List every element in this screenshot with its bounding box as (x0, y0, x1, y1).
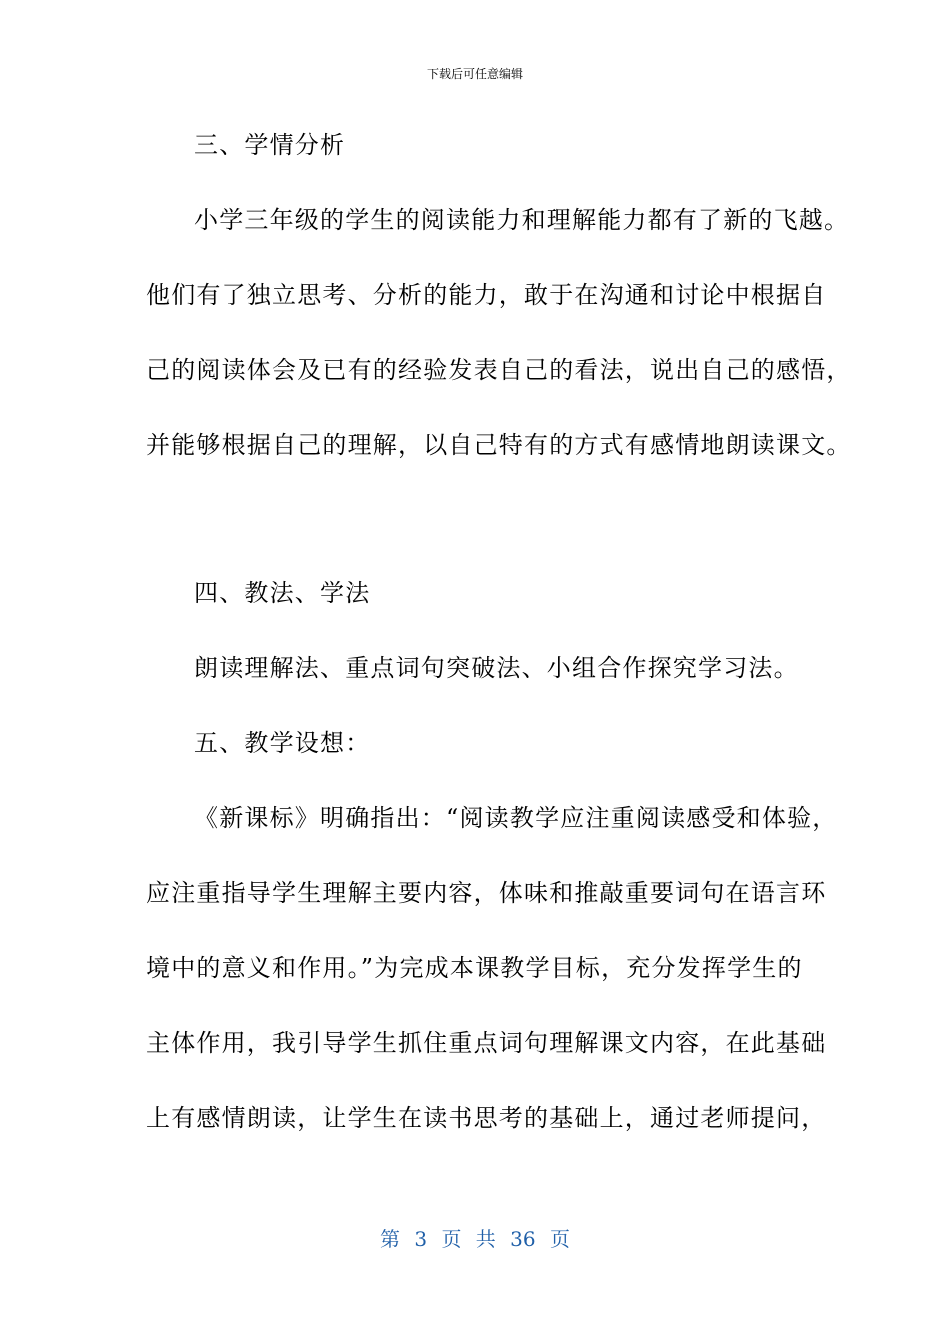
paragraph-line: 小学三年级的学生的阅读能力和理解能力都有了新的飞越。 (194, 206, 850, 234)
section-heading-teaching-methods: 四、教法、学法 (194, 579, 371, 607)
paragraph-line: 上有感情朗读，让学生在读书思考的基础上，通过老师提问， (146, 1104, 827, 1132)
section-heading-teaching-ideas: 五、教学设想： (194, 729, 371, 757)
section-heading-student-analysis: 三、学情分析 (194, 131, 346, 159)
paragraph-line: 己的阅读体会及已有的经验发表自己的看法，说出自己的感悟， (146, 356, 852, 384)
paragraph-line: 朗读理解法、重点词句突破法、小组合作探究学习法。 (194, 654, 799, 682)
paragraph-line: 他们有了独立思考、分析的能力，敢于在沟通和讨论中根据自 (146, 281, 827, 309)
paragraph-line: 并能够根据自己的理解，以自己特有的方式有感情地朗读课文。 (146, 431, 852, 459)
paragraph-line: 主体作用，我引导学生抓住重点词句理解课文内容，在此基础 (146, 1029, 827, 1057)
paragraph-line: 境中的意义和作用。”为完成本课教学目标，充分发挥学生的 (146, 954, 803, 982)
page-number-footer: 第 3 页 共 36 页 (380, 1227, 570, 1251)
header-note: 下载后可任意编辑 (426, 67, 523, 81)
paragraph-line: 《新课标》明确指出：“阅读教学应注重阅读感受和体验， (194, 804, 838, 832)
paragraph-line: 应注重指导学生理解主要内容，体味和推敲重要词句在语言环 (146, 879, 827, 907)
